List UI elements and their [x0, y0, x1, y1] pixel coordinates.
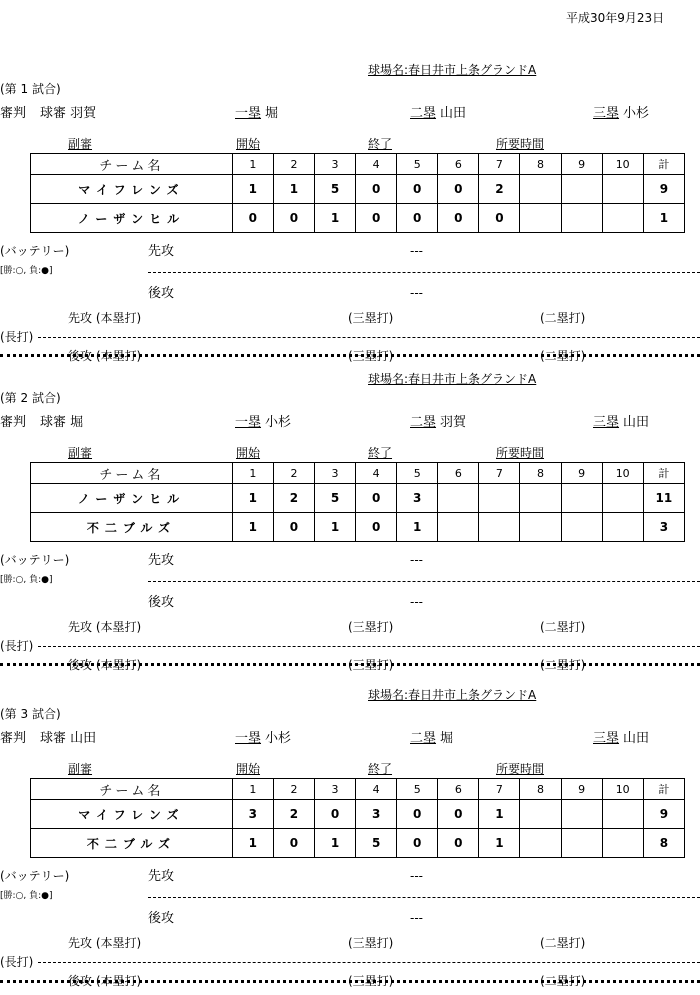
first-double-label: (二塁打) [540, 936, 586, 950]
inning-score: 1 [232, 513, 273, 542]
team-row [31, 175, 685, 204]
separator-dots-3 [0, 980, 700, 983]
sub-umpire-label: 副審 [68, 137, 93, 151]
battery-second-attack: 後攻 [148, 286, 175, 301]
score-header-row [31, 463, 685, 484]
inning-header: 6 [438, 779, 479, 800]
duration-label: 所要時間 [496, 762, 545, 776]
inning-header: 7 [479, 779, 520, 800]
inning-score: 1 [397, 513, 438, 542]
first-homerun-label: 先攻 (本塁打) [68, 620, 142, 634]
battery-first-sep: --- [410, 869, 423, 883]
inning-header: 9 [561, 779, 602, 800]
team-name: 不二ブルズ [31, 513, 233, 542]
team-name: ノーザンヒル [31, 484, 233, 513]
inning-header: 3 [314, 463, 355, 484]
battery-first-sep: --- [410, 244, 423, 258]
second-triple-label: (三塁打) [348, 974, 394, 988]
total-header: 計 [643, 154, 684, 175]
inning-score: 0 [356, 175, 397, 204]
game-block-3 [0, 646, 700, 988]
end-label: 終了 [368, 762, 393, 776]
game-block-1 [0, 21, 700, 363]
battery-second-sep: --- [410, 595, 423, 609]
inning-score: 1 [314, 829, 355, 858]
inning-score: 0 [356, 484, 397, 513]
first-homerun-label: 先攻 (本塁打) [68, 936, 142, 950]
second-triple-label: (三塁打) [348, 658, 394, 672]
inning-score [520, 175, 561, 204]
inning-score [561, 175, 602, 204]
battery-label: (バッテリー) [0, 553, 70, 567]
duration-label: 所要時間 [496, 446, 545, 460]
team-header: チーム名 [31, 779, 233, 800]
inning-score [479, 513, 520, 542]
second-base-umpire: 堀 [440, 731, 454, 746]
inning-score [602, 829, 643, 858]
inning-header: 5 [397, 463, 438, 484]
second-base-label: 二塁 [410, 106, 437, 121]
inning-header: 7 [479, 463, 520, 484]
inning-header: 2 [273, 779, 314, 800]
inning-score: 0 [397, 829, 438, 858]
umpire-label: 審判 [0, 731, 27, 746]
team-row [31, 829, 685, 858]
game-label: (第 1 試合) [0, 82, 61, 96]
inning-header: 10 [602, 779, 643, 800]
second-base-label: 二塁 [410, 415, 437, 430]
inning-header: 4 [356, 154, 397, 175]
team-row [31, 800, 685, 829]
home-plate-umpire: 球審 堀 [40, 415, 84, 430]
inning-header: 10 [602, 154, 643, 175]
second-double-label: (二塁打) [540, 974, 586, 988]
battery-divider [148, 581, 700, 582]
inning-score: 2 [273, 800, 314, 829]
battery-first-attack: 先攻 [148, 244, 175, 259]
inning-score [438, 484, 479, 513]
battery-first-attack: 先攻 [148, 553, 175, 568]
team-name: ノーザンヒル [31, 204, 233, 233]
second-double-label: (二塁打) [540, 658, 586, 672]
inning-score: 1 [232, 484, 273, 513]
first-base-umpire: 小杉 [265, 731, 292, 746]
win-loss-note: [勝:○, 負:●] [0, 266, 53, 276]
inning-score: 1 [479, 829, 520, 858]
battery-second-attack: 後攻 [148, 911, 175, 926]
battery-divider [148, 272, 700, 273]
win-loss-note: [勝:○, 負:●] [0, 891, 53, 901]
inning-score: 0 [438, 204, 479, 233]
inning-score [520, 513, 561, 542]
first-triple-label: (三塁打) [348, 620, 394, 634]
inning-score: 0 [397, 800, 438, 829]
inning-score [602, 800, 643, 829]
score-table [30, 778, 685, 858]
total-header: 計 [643, 779, 684, 800]
inning-header: 8 [520, 779, 561, 800]
inning-score [561, 513, 602, 542]
second-double-label: (二塁打) [540, 349, 586, 363]
inning-score: 0 [273, 513, 314, 542]
win-loss-note: [勝:○, 負:●] [0, 575, 53, 585]
inning-score: 1 [314, 204, 355, 233]
inning-score [438, 513, 479, 542]
inning-score: 0 [273, 204, 314, 233]
inning-score [561, 829, 602, 858]
team-total: 11 [643, 484, 684, 513]
game-label: (第 3 試合) [0, 707, 61, 721]
team-header: チーム名 [31, 463, 233, 484]
start-label: 開始 [236, 762, 261, 776]
inning-score [602, 204, 643, 233]
team-header: チーム名 [31, 154, 233, 175]
second-base-umpire: 山田 [440, 106, 467, 121]
inning-score: 5 [314, 175, 355, 204]
third-base-umpire: 山田 [623, 731, 650, 746]
inning-header: 3 [314, 154, 355, 175]
inning-header: 8 [520, 463, 561, 484]
inning-score [520, 204, 561, 233]
team-name: 不二ブルズ [31, 829, 233, 858]
inning-header: 3 [314, 779, 355, 800]
inning-score: 0 [438, 829, 479, 858]
inning-score: 0 [356, 204, 397, 233]
score-header-row [31, 154, 685, 175]
team-total: 1 [643, 204, 684, 233]
inning-score [479, 484, 520, 513]
umpire-label: 審判 [0, 415, 27, 430]
inning-score: 0 [273, 829, 314, 858]
inning-score: 0 [356, 513, 397, 542]
first-base-umpire: 小杉 [265, 415, 292, 430]
team-row [31, 484, 685, 513]
game-label: (第 2 試合) [0, 391, 61, 405]
end-label: 終了 [368, 137, 393, 151]
home-plate-umpire: 球審 羽賀 [40, 106, 97, 121]
first-base-label: 一塁 [235, 106, 262, 121]
long-hits-divider [38, 962, 700, 963]
inning-score: 2 [273, 484, 314, 513]
inning-score: 0 [438, 175, 479, 204]
inning-score: 0 [479, 204, 520, 233]
team-total: 9 [643, 800, 684, 829]
inning-score: 2 [479, 175, 520, 204]
inning-score [520, 484, 561, 513]
battery-second-sep: --- [410, 286, 423, 300]
separator-dots-2 [0, 663, 700, 666]
inning-header: 9 [561, 154, 602, 175]
umpire-label: 審判 [0, 106, 27, 121]
inning-score: 5 [314, 484, 355, 513]
second-homerun-label: 後攻 (本塁打) [68, 974, 142, 988]
third-base-umpire: 小杉 [623, 106, 650, 121]
inning-score: 1 [273, 175, 314, 204]
inning-score [561, 204, 602, 233]
venue: 球場名:春日井市上条グランドA [368, 372, 537, 386]
inning-score [602, 513, 643, 542]
first-triple-label: (三塁打) [348, 311, 394, 325]
battery-second-sep: --- [410, 911, 423, 925]
inning-score: 1 [232, 829, 273, 858]
inning-score [561, 800, 602, 829]
inning-score: 3 [397, 484, 438, 513]
inning-score: 1 [314, 513, 355, 542]
second-base-umpire: 羽賀 [440, 415, 467, 430]
long-hits-label: (長打) [0, 955, 34, 969]
inning-score [602, 484, 643, 513]
inning-score: 3 [232, 800, 273, 829]
inning-header: 4 [356, 463, 397, 484]
third-base-umpire: 山田 [623, 415, 650, 430]
start-label: 開始 [236, 446, 261, 460]
inning-header: 10 [602, 463, 643, 484]
duration-label: 所要時間 [496, 137, 545, 151]
score-table [30, 462, 685, 542]
long-hits-label: (長打) [0, 330, 34, 344]
inning-score: 3 [356, 800, 397, 829]
inning-score: 0 [314, 800, 355, 829]
inning-score [561, 484, 602, 513]
home-plate-umpire: 球審 山田 [40, 731, 97, 746]
score-table [30, 153, 685, 233]
battery-divider [148, 897, 700, 898]
first-double-label: (二塁打) [540, 620, 586, 634]
inning-score: 1 [232, 175, 273, 204]
team-row [31, 513, 685, 542]
inning-score [520, 800, 561, 829]
inning-header: 5 [397, 154, 438, 175]
team-name: マイフレンズ [31, 175, 233, 204]
first-base-umpire: 堀 [265, 106, 279, 121]
team-total: 3 [643, 513, 684, 542]
inning-header: 4 [356, 779, 397, 800]
inning-header: 7 [479, 154, 520, 175]
first-base-label: 一塁 [235, 415, 262, 430]
inning-header: 9 [561, 463, 602, 484]
battery-first-sep: --- [410, 553, 423, 567]
inning-header: 1 [232, 779, 273, 800]
inning-header: 8 [520, 154, 561, 175]
third-base-label: 三塁 [593, 731, 620, 746]
second-base-label: 二塁 [410, 731, 437, 746]
inning-score: 0 [438, 800, 479, 829]
end-label: 終了 [368, 446, 393, 460]
team-name: マイフレンズ [31, 800, 233, 829]
first-homerun-label: 先攻 (本塁打) [68, 311, 142, 325]
battery-label: (バッテリー) [0, 244, 70, 258]
inning-score: 0 [397, 175, 438, 204]
inning-header: 1 [232, 463, 273, 484]
battery-label: (バッテリー) [0, 869, 70, 883]
second-homerun-label: 後攻 (本塁打) [68, 658, 142, 672]
separator-dots-1 [0, 354, 700, 357]
venue: 球場名:春日井市上条グランドA [368, 63, 537, 77]
game-block-2 [0, 330, 700, 672]
inning-header: 6 [438, 154, 479, 175]
sub-umpire-label: 副審 [68, 762, 93, 776]
inning-score: 1 [479, 800, 520, 829]
score-header-row [31, 779, 685, 800]
total-header: 計 [643, 463, 684, 484]
first-triple-label: (三塁打) [348, 936, 394, 950]
inning-header: 2 [273, 463, 314, 484]
inning-header: 6 [438, 463, 479, 484]
report-date: 平成30年9月23日 [566, 11, 665, 25]
inning-header: 5 [397, 779, 438, 800]
battery-second-attack: 後攻 [148, 595, 175, 610]
inning-score: 0 [397, 204, 438, 233]
first-base-label: 一塁 [235, 731, 262, 746]
third-base-label: 三塁 [593, 106, 620, 121]
inning-score: 0 [232, 204, 273, 233]
battery-first-attack: 先攻 [148, 869, 175, 884]
inning-score: 5 [356, 829, 397, 858]
inning-header: 1 [232, 154, 273, 175]
venue: 球場名:春日井市上条グランドA [368, 688, 537, 702]
inning-score [520, 829, 561, 858]
inning-header: 2 [273, 154, 314, 175]
long-hits-label: (長打) [0, 639, 34, 653]
first-double-label: (二塁打) [540, 311, 586, 325]
sub-umpire-label: 副審 [68, 446, 93, 460]
team-total: 9 [643, 175, 684, 204]
second-homerun-label: 後攻 (本塁打) [68, 349, 142, 363]
third-base-label: 三塁 [593, 415, 620, 430]
second-triple-label: (三塁打) [348, 349, 394, 363]
start-label: 開始 [236, 137, 261, 151]
team-total: 8 [643, 829, 684, 858]
inning-score [602, 175, 643, 204]
team-row [31, 204, 685, 233]
